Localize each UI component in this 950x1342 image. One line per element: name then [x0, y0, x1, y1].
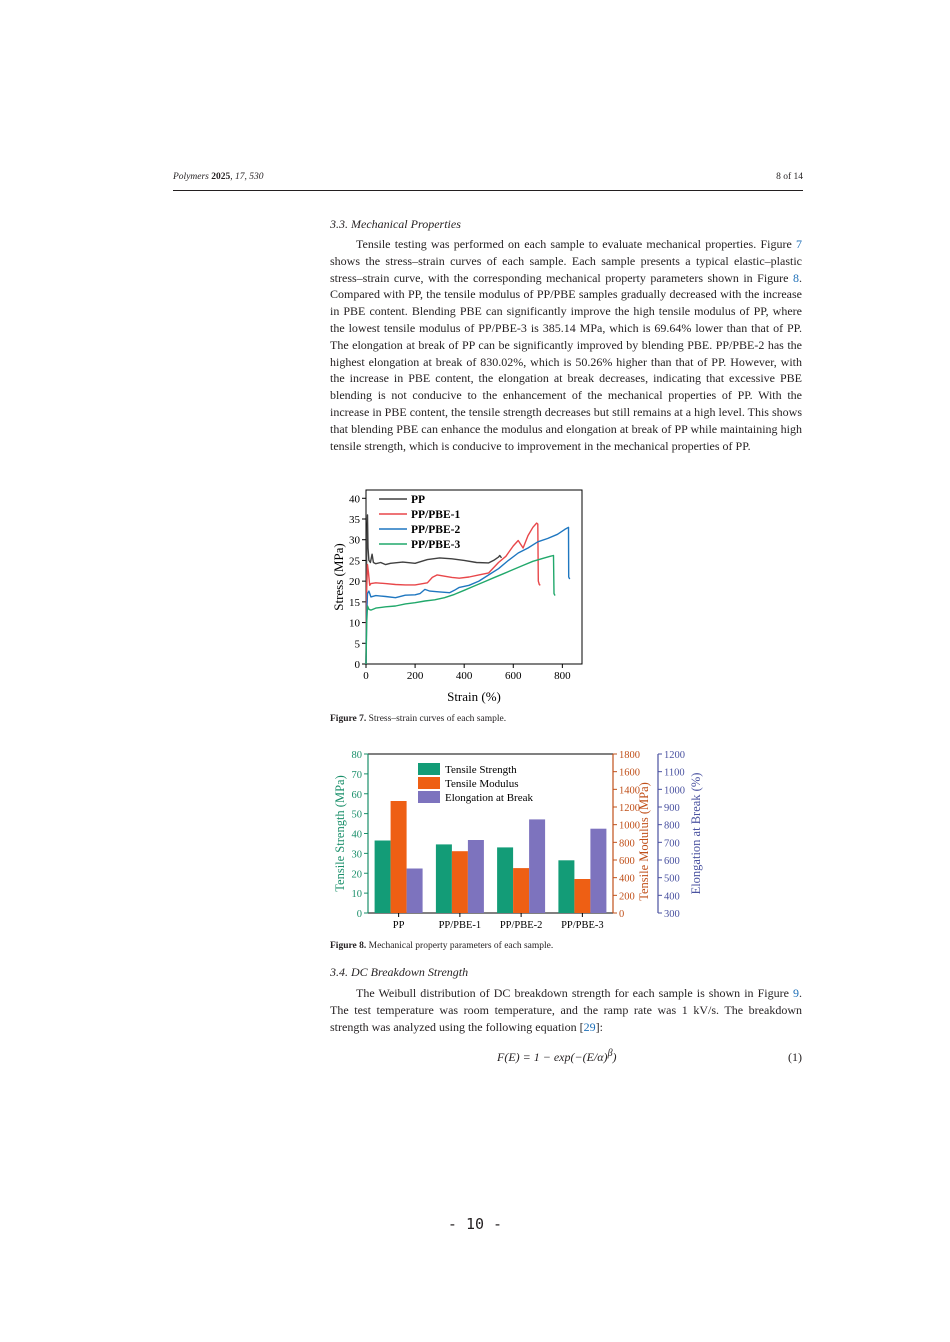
section-title-mechanical: 3.3. Mechanical Properties: [330, 217, 461, 231]
figure-8-link[interactable]: 8: [793, 270, 799, 285]
breakdown-paragraph: [330, 985, 802, 1035]
weibull-equation: [497, 1048, 617, 1065]
plot-frame: [366, 490, 582, 664]
offset-tick-label: 600: [664, 856, 680, 867]
page-number: 8 of 14: [776, 172, 803, 182]
right-tick-label: 200: [619, 891, 635, 903]
bar-elongation-at-break: [529, 819, 545, 913]
y-tick-label: 10: [349, 617, 360, 630]
category-label: PP: [392, 920, 405, 931]
legend-swatch: [418, 777, 440, 789]
bar-tensile-strength: [558, 860, 574, 913]
legend-label: Elongation at Break: [445, 792, 533, 804]
journal-name: Polymers: [173, 172, 209, 182]
figure-8-caption-text: Mechanical property parameters of each sample.: [366, 941, 554, 951]
right-tick-label: 1800: [619, 750, 640, 761]
right-tick-label: 1200: [619, 803, 640, 814]
stress-strain-chart: [325, 485, 625, 707]
x-tick-label: 800: [554, 670, 571, 682]
equation-close: ): [612, 1050, 617, 1064]
paragraph-text: The Weibull distribution of DC breakdown strength for each sample is shown in Figure: [356, 986, 793, 1000]
right-tick-label: 1600: [619, 767, 640, 779]
category-label: PP/PBE-1: [438, 920, 482, 931]
offset-axis-label: Elongation at Break (%): [689, 772, 703, 895]
paragraph-text: Tensile testing was performed on each sample to evaluate mechanical properties. Figure: [356, 237, 796, 251]
series-line-pp-pbe-2: [366, 527, 570, 664]
x-axis-label: Strain (%): [447, 689, 501, 704]
y-tick-label: 30: [349, 534, 360, 547]
legend-swatch: [418, 791, 440, 803]
left-tick-label: 50: [351, 809, 362, 821]
legend-swatch: [418, 763, 440, 775]
y-tick-label: 35: [349, 514, 360, 526]
left-tick-label: 20: [351, 869, 362, 881]
figure-7-caption: [330, 714, 506, 724]
offset-tick-label: 1200: [664, 750, 685, 761]
journal-year: 2025: [211, 172, 231, 182]
x-tick-label: 200: [406, 670, 424, 682]
left-tick-label: 0: [356, 909, 362, 920]
series-line-pp: [366, 515, 502, 664]
legend-label: PP/PBE-1: [411, 509, 461, 521]
mechanical-property-bar-chart: [325, 743, 715, 933]
legend-label: PP/PBE-3: [411, 539, 461, 551]
legend-label: Tensile Modulus: [445, 778, 519, 790]
y-tick-label: 20: [349, 576, 360, 589]
bar-elongation-at-break: [468, 840, 484, 913]
paragraph-text: shows the stress–strain curves of each sample. Each sample presents a typical elastic–plastic stress–strain curve, with the corresponding mechanical property parameters shown in Figure: [330, 253, 802, 285]
right-tick-label: 600: [619, 856, 635, 867]
bar-elongation-at-break: [407, 869, 423, 914]
figure-7-caption-text: Stress–strain curves of each sample.: [366, 714, 507, 724]
right-tick-label: 1400: [619, 785, 640, 797]
figure-9-link[interactable]: 9: [793, 986, 799, 1000]
y-tick-label: 0: [354, 659, 360, 671]
paragraph-text: . Compared with PP, the tensile modulus of PP/PBE samples gradually decreased with the increase in PBE content. Blending PBE can significantly improve the high tensile modulus of PP, where the lowest tensile modulus of PP/PBE-3 is 385.14 MPa, which is 69.64% lower than that of PP. The elongation at break of PP can be significantly improved by blending PBE. PP/PBE-2 has the highest elongation at break of 830.02%, which is 50.26% higher than that of PP. However, with the increase in PBE content, the elongation at break decreases, indicating that excessive PBE blending is not conducive to the enhancement of the mechanical properties of PP. With the increase in PBE content, the tensile strength decreases but still remains at a high level. This shows that blending PBE can enhance the modulus and elongation at break of PP while maintaining high tensile strength, which is conducive to improvement in the mechanical properties of PP.: [330, 270, 802, 453]
figure-8-caption: [330, 941, 553, 951]
offset-tick-label: 1100: [664, 767, 685, 779]
figure-8-label: Figure 8.: [330, 941, 367, 951]
right-tick-label: 1000: [619, 820, 640, 832]
equation-text: F(E) = 1 − exp(−(E/α): [497, 1050, 608, 1064]
equation-number: (1): [788, 1050, 802, 1064]
journal-citation: [173, 172, 264, 182]
paragraph-text: . The test temperature was room temperature, and the ramp rate was 1 kV/s. The breakdown strength was analyzed using the following equation [: [330, 986, 802, 1034]
offset-tick-label: 500: [664, 873, 680, 885]
bar-tensile-modulus: [391, 801, 407, 913]
offset-tick-label: 300: [664, 909, 680, 920]
left-tick-label: 80: [351, 750, 362, 761]
reference-29-link[interactable]: 29: [583, 1019, 596, 1034]
bar-tensile-strength: [375, 841, 391, 914]
series-line-pp-pbe-3: [366, 556, 555, 665]
paragraph-text: ]:: [595, 1019, 603, 1034]
header-rule: [173, 190, 803, 191]
offset-tick-label: 700: [664, 838, 680, 850]
category-label: PP/PBE-2: [499, 920, 543, 931]
left-tick-label: 30: [351, 849, 362, 861]
y-tick-label: 40: [349, 493, 360, 506]
y-tick-label: 15: [349, 596, 360, 609]
y-axis-label: Stress (MPa): [331, 543, 346, 611]
offset-tick-label: 1000: [664, 785, 685, 797]
legend-label: PP: [411, 494, 426, 506]
bar-tensile-modulus: [574, 879, 590, 913]
bar-tensile-modulus: [452, 851, 468, 913]
left-tick-label: 10: [351, 889, 362, 901]
bar-tensile-strength: [436, 844, 452, 913]
offset-tick-label: 800: [664, 820, 680, 832]
journal-volume: , 17, 530: [230, 172, 264, 182]
bar-tensile-strength: [497, 847, 513, 913]
left-axis-label: Tensile Strength (MPa): [333, 775, 347, 892]
category-label: PP/PBE-3: [561, 920, 604, 931]
x-tick-label: 600: [505, 670, 522, 682]
section-title-breakdown: 3.4. DC Breakdown Strength: [330, 965, 469, 979]
offset-tick-label: 400: [664, 891, 680, 903]
y-tick-label: 5: [354, 638, 360, 651]
x-tick-label: 400: [455, 670, 473, 682]
legend-label: Tensile Strength: [445, 764, 517, 776]
legend-label: PP/PBE-2: [411, 524, 461, 536]
right-tick-label: 800: [619, 838, 635, 850]
left-tick-label: 40: [351, 829, 362, 841]
mechanical-paragraph: [330, 236, 802, 454]
page-footer-marker: - 10 -: [447, 1215, 503, 1233]
left-tick-label: 70: [351, 769, 362, 781]
figure-7-link[interactable]: 7: [796, 237, 802, 251]
y-tick-label: 25: [349, 555, 360, 568]
offset-tick-label: 900: [664, 803, 680, 814]
x-tick-label: 0: [363, 670, 369, 682]
bar-elongation-at-break: [590, 829, 606, 913]
right-axis-label: Tensile Modulus (MPa): [637, 782, 651, 901]
bar-tensile-modulus: [513, 868, 529, 913]
equation-superscript: β: [607, 1048, 613, 1059]
right-tick-label: 400: [619, 873, 635, 885]
left-tick-label: 60: [351, 789, 362, 801]
figure-7-label: Figure 7.: [330, 714, 367, 724]
right-tick-label: 0: [619, 909, 625, 920]
